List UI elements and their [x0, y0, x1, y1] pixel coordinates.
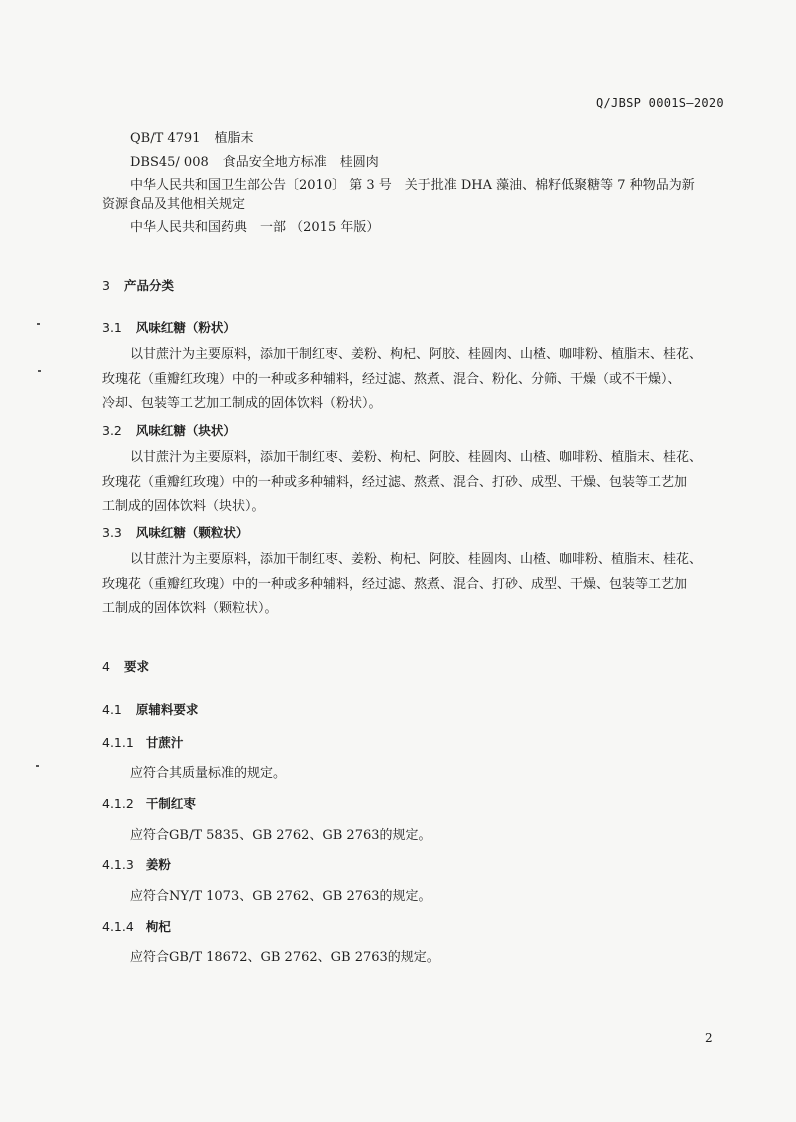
section-number: 3 [102, 278, 110, 293]
subsection-heading [102, 523, 248, 541]
reference-item-continuation: 资源食品及其他相关规定 [102, 197, 246, 212]
paragraph-line: 玫瑰花（重瓣红玫瑰）中的一种或多种辅料，经过滤、熬煮、混合、打砂、成型、干燥、包装等工艺加 [102, 474, 688, 490]
clause-text: 应符合其质量标准的规定。 [130, 766, 287, 781]
reference-item [130, 151, 379, 170]
section-heading [102, 657, 149, 675]
subsection-heading [102, 318, 236, 336]
paragraph [102, 343, 730, 417]
reference-title: 植脂末 [214, 131, 254, 146]
paragraph-line: 玫瑰花（重瓣红玫瑰）中的一种或多种辅料，经过滤、熬煮、混合、打砂、成型、干燥、包装等工艺加 [102, 576, 688, 592]
clause-title: 干制红枣 [145, 796, 196, 811]
subsection-title: 风味红糖（块状） [135, 423, 236, 438]
reference-item: 中华人民共和国药典 一部 （2015 年版） [130, 220, 380, 235]
clause-heading [102, 917, 171, 935]
scan-speck [36, 765, 39, 767]
subsection-number: 3.2 [102, 423, 122, 438]
paragraph-line: 冷却、包装等工艺加工制成的固体饮料（粉状）。 [102, 396, 382, 411]
clause-number: 4.1.1 [102, 735, 134, 750]
subsection-title: 风味红糖（粉状） [135, 320, 236, 335]
paragraph-line: 玫瑰花（重瓣红玫瑰）中的一种或多种辅料，经过滤、熬煮、混合、粉化、分筛、干燥（或不干燥）、 [102, 371, 681, 387]
clause-text: 应符合GB/T 5835、GB 2762、GB 2763的规定。 [130, 828, 432, 843]
paragraph-line: 以甘蔗汁为主要原料，添加干制红枣、姜粉、枸杞、阿胶、桂圆肉、山楂、咖啡粉、植脂末、桂花、 [130, 450, 703, 465]
clause-title: 姜粉 [145, 857, 171, 872]
clause-number: 4.1.2 [102, 796, 134, 811]
subsection-heading [102, 421, 236, 439]
reference-title: 食品安全地方标准 桂圆肉 [222, 155, 379, 170]
clause-heading [102, 733, 183, 751]
paragraph-line: 工制成的固体饮料（块状）。 [102, 499, 265, 514]
page-number: 2 [705, 1031, 713, 1045]
reference-item: 中华人民共和国卫生部公告〔2010〕 第 3 号 关于批准 DHA 藻油、棉籽低聚糖等 7 种物品为新 [130, 178, 695, 193]
scan-speck [38, 370, 41, 372]
clause-text: 应符合GB/T 18672、GB 2762、GB 2763的规定。 [130, 950, 440, 965]
clause-heading [102, 794, 196, 812]
subsection-title: 原辅料要求 [135, 702, 199, 717]
section-title: 产品分类 [123, 278, 174, 293]
clause-number: 4.1.4 [102, 919, 134, 934]
subsection-number: 3.3 [102, 525, 122, 540]
reference-code: QB/T 4791 [130, 131, 201, 146]
paragraph-line: 工制成的固体饮料（颗粒状）。 [102, 601, 278, 616]
scan-speck [37, 323, 40, 325]
paragraph-line: 以甘蔗汁为主要原料，添加干制红枣、姜粉、枸杞、阿胶、桂圆肉、山楂、咖啡粉、植脂末、桂花、 [130, 552, 703, 567]
clause-text: 应符合NY/T 1073、GB 2762、GB 2763的规定。 [130, 889, 432, 904]
reference-item [130, 127, 254, 146]
clause-title: 甘蔗汁 [145, 735, 184, 750]
paragraph [102, 446, 730, 520]
paragraph-line: 以甘蔗汁为主要原料，添加干制红枣、姜粉、枸杞、阿胶、桂圆肉、山楂、咖啡粉、植脂末、桂花、 [130, 347, 703, 362]
section-number: 4 [102, 659, 110, 674]
section-title: 要求 [123, 659, 149, 674]
subsection-number: 3.1 [102, 320, 122, 335]
subsection-number: 4.1 [102, 702, 122, 717]
clause-heading [102, 855, 171, 873]
clause-number: 4.1.3 [102, 857, 134, 872]
paragraph [102, 548, 730, 622]
clause-title: 枸杞 [145, 919, 171, 934]
reference-code: DBS45/ 008 [130, 155, 209, 170]
document-code: Q/JBSP 0001S—2020 [596, 96, 724, 110]
subsection-title: 风味红糖（颗粒状） [135, 525, 249, 540]
subsection-heading [102, 700, 198, 718]
section-heading [102, 276, 174, 294]
